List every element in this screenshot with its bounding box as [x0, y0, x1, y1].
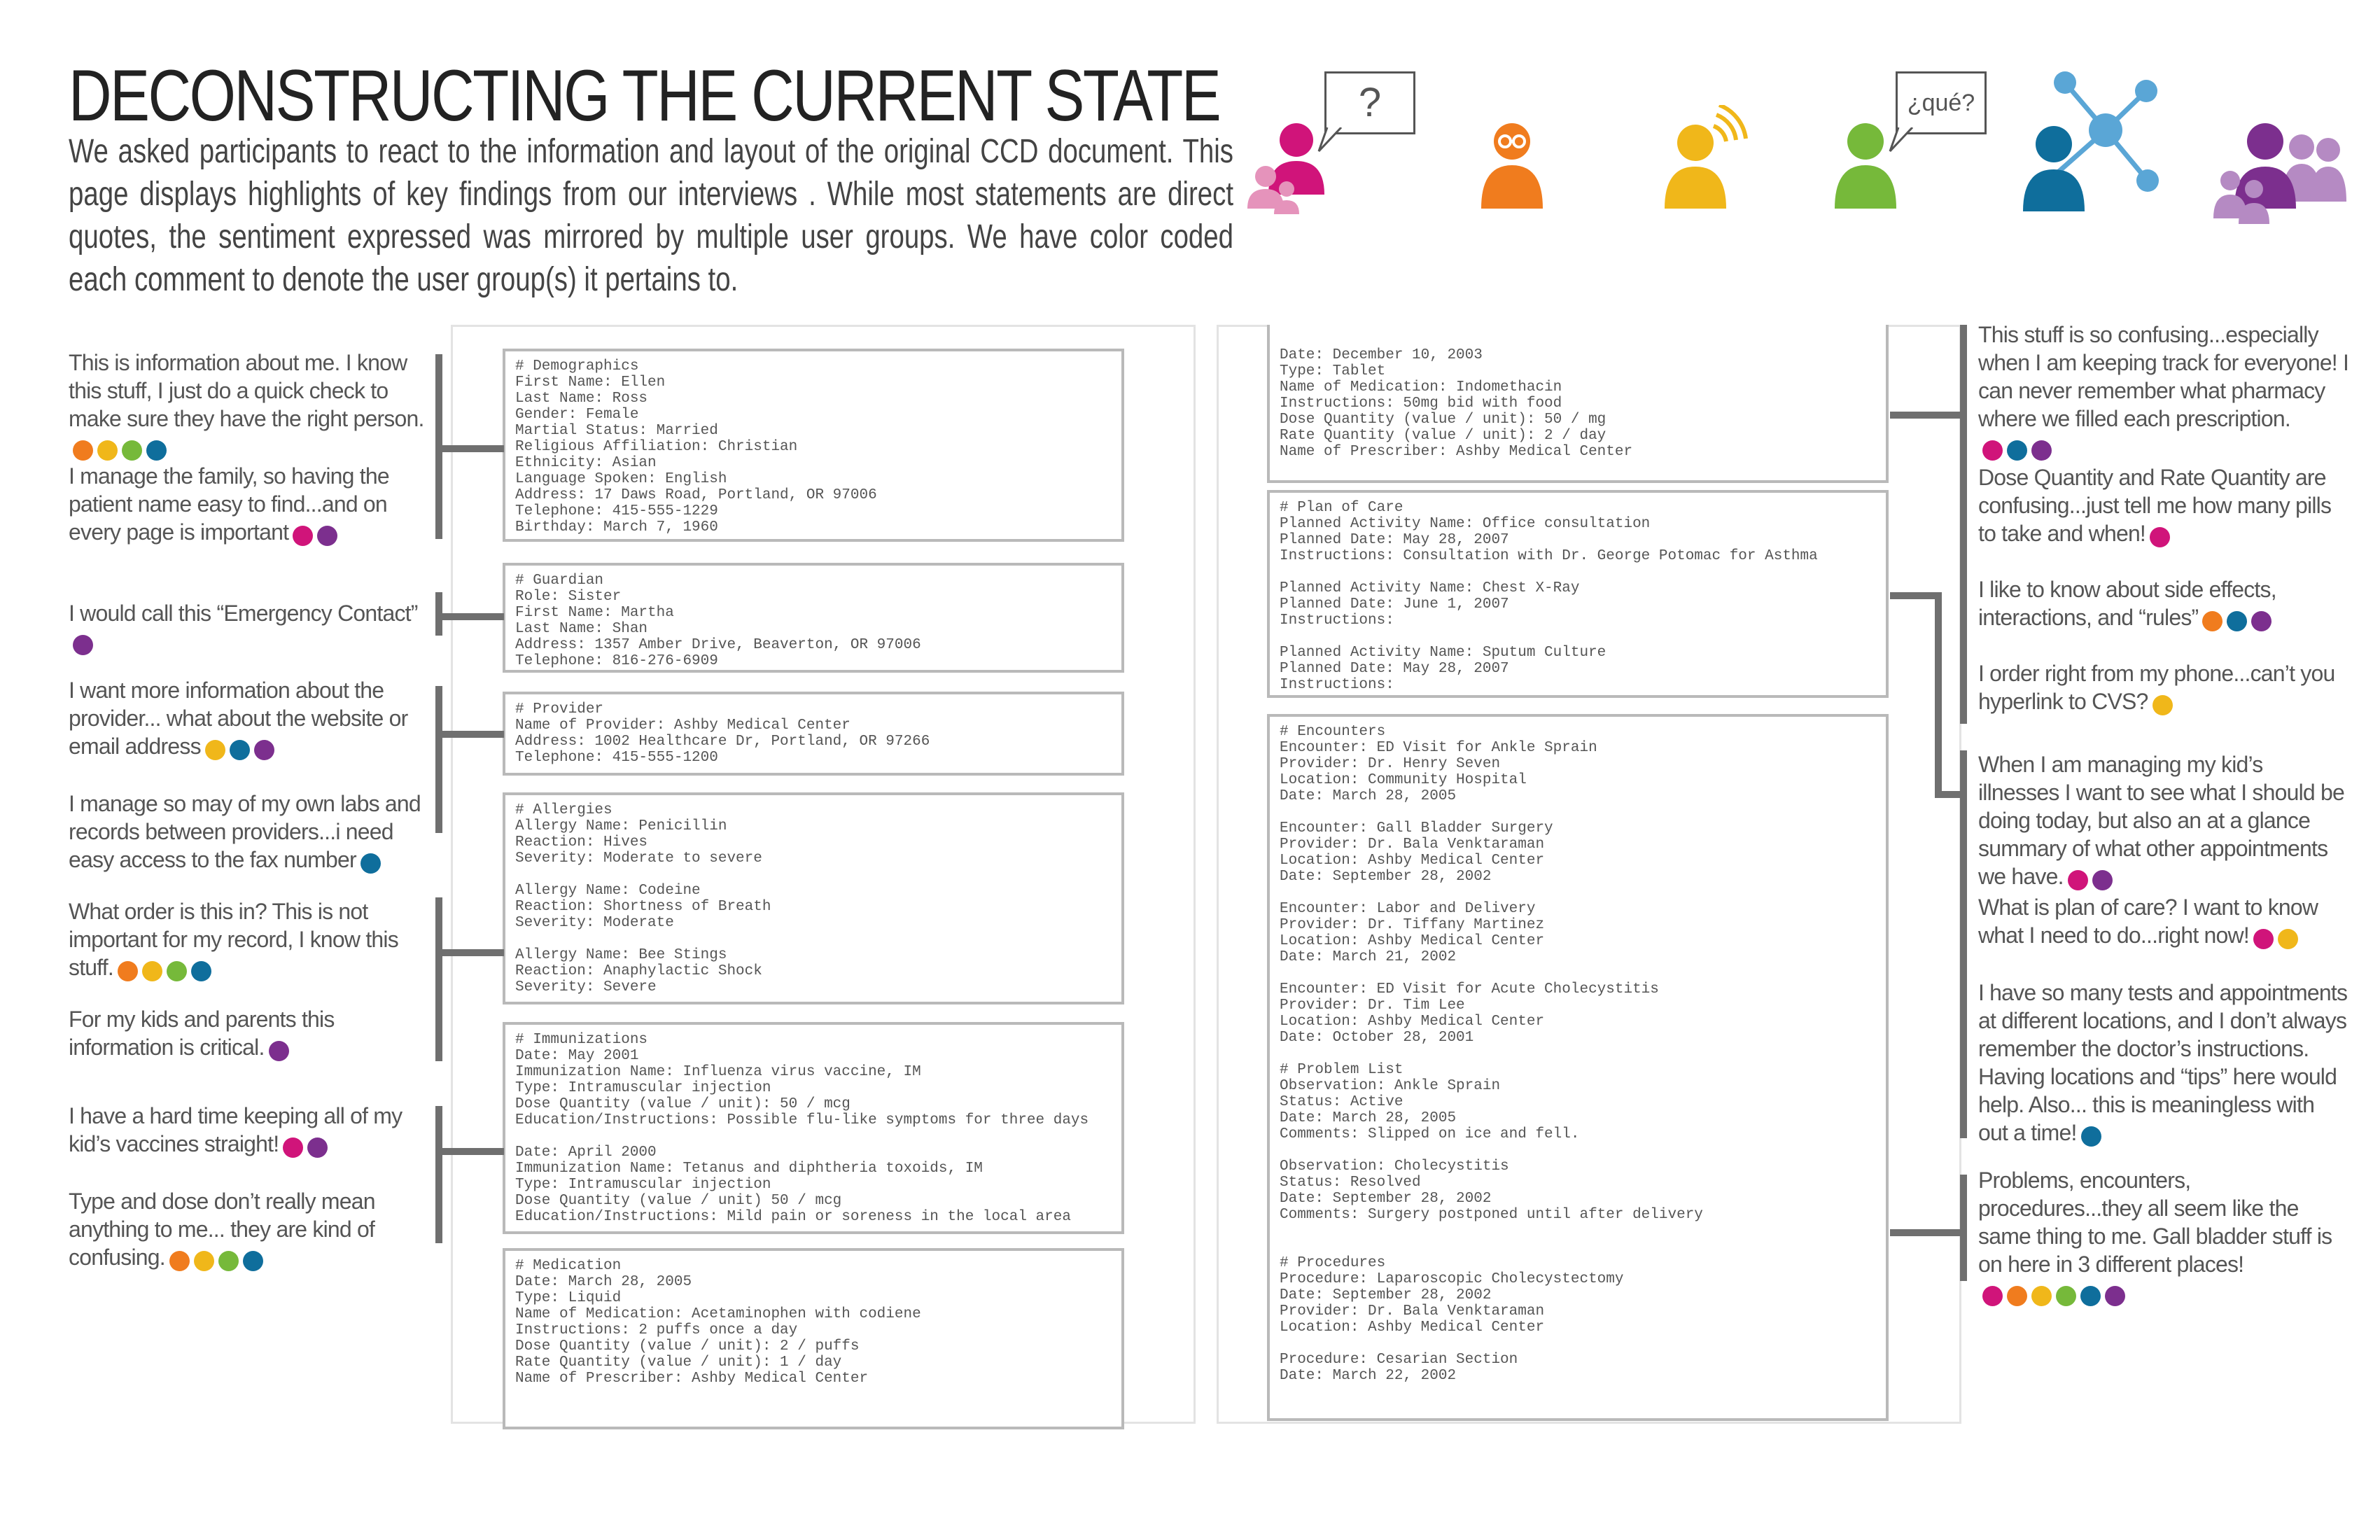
orange-group-dot-icon — [73, 440, 93, 461]
record-line: Location: Community Hospital — [1280, 772, 1527, 788]
record-line: Name of Medication: Indomethacin — [1280, 379, 1562, 396]
record-line: Instructions: Consultation with Dr. George Potomac for Asthma — [1280, 548, 1818, 564]
user-comment — [69, 1187, 433, 1273]
user-comment — [69, 599, 433, 657]
record-line: Date: March 28, 2005 — [515, 1274, 692, 1290]
user-comment — [69, 897, 433, 983]
record-line: # Encounters — [1280, 724, 1386, 740]
spacer — [1280, 804, 1876, 820]
connector-bar — [442, 949, 504, 956]
record-line: Name of Prescriber: Ashby Medical Center — [1280, 444, 1633, 460]
record-line: Provider: Dr. Bala Venktaraman — [1280, 836, 1545, 853]
blue-group-dot-icon — [360, 853, 381, 874]
purple-group-dot-icon — [2251, 611, 2272, 631]
blue-group-dot-icon — [2080, 1286, 2101, 1306]
record-line: Observation: Cholecystitis — [1280, 1158, 1509, 1175]
connector-bar — [442, 445, 504, 452]
record-line: Dose Quantity (value / unit): 50 / mg — [1280, 412, 1606, 428]
group-people-icon — [2212, 120, 2352, 227]
user-group-dots — [2146, 522, 2170, 550]
green-group-dot-icon — [167, 961, 187, 981]
que-text: ¿qué? — [1907, 90, 1975, 116]
comment-text: When I am managing my kid’s illnesses I want to see what I should be doing today, but also an at a glance summary of what other appointments we have. — [1978, 752, 2344, 889]
purple-group-dot-icon — [2092, 870, 2113, 890]
user-group-dots — [288, 520, 337, 548]
connector-bar — [1935, 592, 1942, 795]
record-line: Last Name: Shan — [515, 621, 648, 637]
comment-text: This is information about me. I know this stuff, I just do a quick check to make sure they have the right person. — [69, 350, 424, 431]
record-line: # Problem List — [1280, 1062, 1404, 1078]
record-line: Address: 17 Daws Road, Portland, OR 97006 — [515, 487, 877, 503]
purple-group-dot-icon — [269, 1041, 289, 1061]
record-line: Rate Quantity (value / unit): 1 / day — [515, 1354, 842, 1371]
magenta-group-dot-icon — [283, 1138, 303, 1158]
connector-bar — [1890, 412, 1960, 419]
connector-bar — [442, 731, 504, 738]
green-group-dot-icon — [2056, 1286, 2076, 1306]
record-line: Instructions: 50mg bid with food — [1280, 396, 1562, 412]
magenta-group-dot-icon — [1982, 1286, 2003, 1306]
record-line: Comments: Surgery postponed until after delivery — [1280, 1207, 1703, 1223]
comment-text: I would call this “Emergency Contact” — [69, 601, 418, 626]
user-group-dots — [2077, 1121, 2101, 1149]
question-bubble — [1324, 71, 1415, 134]
spacer — [515, 867, 1112, 883]
user-comment — [69, 1005, 433, 1063]
magenta-group-dot-icon — [2068, 870, 2088, 890]
yellow-group-dot-icon — [205, 740, 225, 760]
record-line: Reaction: Shortness of Breath — [515, 899, 771, 915]
record-line: Planned Activity Name: Chest X-Ray — [1280, 580, 1580, 596]
spacer — [515, 931, 1112, 947]
record-line: Telephone: 415-555-1229 — [515, 503, 718, 519]
spacer — [515, 1128, 1112, 1144]
user-group-dots — [69, 435, 167, 463]
record-line: Procedure: Laparoscopic Cholecystectomy — [1280, 1271, 1624, 1287]
user-group-dots — [165, 1245, 263, 1273]
record-line: # Provider — [515, 701, 604, 718]
left-section-box — [503, 349, 1124, 542]
record-line: # Immunizations — [515, 1032, 648, 1048]
record-line: Date: September 28, 2002 — [1280, 1287, 1492, 1303]
senior-glasses-icon — [1477, 120, 1547, 218]
connector-bar — [442, 1148, 504, 1155]
yellow-group-dot-icon — [2278, 929, 2298, 949]
record-line: Allergy Name: Penicillin — [515, 818, 727, 834]
comment-text: I have so many tests and appointments at different locations, and I don’t always remember the doctor’s instructions. Having locations and “tips” here would help. Also... this is meaningless with out a time! — [1978, 980, 2348, 1145]
record-line: Role: Sister — [515, 589, 622, 605]
record-line: Planned Date: June 1, 2007 — [1280, 596, 1509, 612]
purple-group-dot-icon — [307, 1138, 328, 1158]
user-group-dots — [113, 955, 211, 983]
record-line: Birthday: March 7, 1960 — [515, 519, 718, 536]
blue-group-dot-icon — [2227, 611, 2247, 631]
spacer — [1280, 965, 1876, 981]
bubble-tail-icon — [1316, 127, 1351, 155]
record-line: Ethnicity: Asian — [515, 455, 657, 471]
record-line: Instructions: — [1280, 612, 1394, 629]
record-line: Instructions: 2 puffs once a day — [515, 1322, 798, 1338]
record-line: Encounter: ED Visit for Acute Cholecystitis — [1280, 981, 1659, 997]
blue-group-dot-icon — [146, 440, 167, 461]
record-line: Provider: Dr. Bala Venktaraman — [1280, 1303, 1545, 1320]
purple-group-dot-icon — [2105, 1286, 2125, 1306]
comment-text: Problems, encounters, procedures...they all seem like the same thing to me. Gall bladder stuff is on here in 3 different places! — [1978, 1168, 2332, 1277]
record-line: Provider: Dr. Tiffany Martinez — [1280, 917, 1545, 933]
bubble-tail-icon — [1887, 127, 1922, 155]
user-group-dots — [265, 1035, 289, 1063]
right-section-box — [1267, 325, 1889, 483]
record-line: Date: March 28, 2005 — [1280, 788, 1457, 804]
record-line: # Plan of Care — [1280, 500, 1404, 516]
orange-group-dot-icon — [118, 961, 138, 981]
user-comment — [69, 790, 433, 876]
record-line: Location: Ashby Medical Center — [1280, 933, 1545, 949]
record-line: Location: Ashby Medical Center — [1280, 1320, 1545, 1336]
green-group-dot-icon — [218, 1251, 239, 1271]
user-group-dots — [2198, 606, 2272, 634]
right-section-box — [1267, 490, 1889, 698]
record-line: First Name: Ellen — [515, 374, 666, 391]
record-line: Education/Instructions: Mild pain or soreness in the local area — [515, 1209, 1071, 1225]
magenta-group-dot-icon — [293, 526, 313, 546]
user-group-dots — [201, 734, 274, 762]
connector-bar — [435, 354, 442, 539]
record-line: Immunization Name: Influenza virus vaccine, IM — [515, 1064, 921, 1080]
connector-bar — [1960, 325, 1967, 724]
comment-text: I manage the family, so having the patient name easy to find...and on every page is important — [69, 463, 389, 545]
page-title: DECONSTRUCTING THE CURRENT STATE — [69, 55, 1220, 136]
spacer — [1280, 629, 1876, 645]
user-group-dots — [2148, 690, 2173, 718]
magenta-group-dot-icon — [1982, 440, 2003, 461]
record-line: Education/Instructions: Possible flu-like symptoms for three days — [515, 1112, 1089, 1128]
network-hub-icon — [2016, 67, 2164, 218]
record-line: Name of Provider: Ashby Medical Center — [515, 718, 850, 734]
user-group-dots — [1978, 435, 2052, 463]
question-mark-text: ? — [1358, 80, 1382, 125]
left-section-box — [503, 792, 1124, 1004]
comment-text: I like to know about side effects, interactions, and “rules” — [1978, 577, 2276, 630]
record-line: Date: March 21, 2002 — [1280, 949, 1457, 965]
connector-bar — [1960, 750, 1967, 1138]
connector-bar — [1935, 791, 1960, 798]
user-comment — [1978, 659, 2349, 718]
que-bubble — [1896, 71, 1987, 134]
record-line: Status: Active — [1280, 1094, 1404, 1110]
comment-text: This stuff is so confusing...especially when I am keeping track for everyone! I can never remember what pharmacy where we filled each prescription. — [1978, 322, 2349, 431]
left-section-box — [503, 1022, 1124, 1234]
record-line: Date: December 10, 2003 — [1280, 347, 1483, 363]
record-line: Comments: Slipped on ice and fell. — [1280, 1126, 1580, 1142]
user-comment — [69, 1102, 433, 1160]
blue-group-dot-icon — [243, 1251, 263, 1271]
comment-text: I manage so may of my own labs and records between providers...i need easy access to the fax number — [69, 791, 421, 872]
record-line: Address: 1002 Healthcare Dr, Portland, OR 97266 — [515, 734, 930, 750]
record-line: # Medication — [515, 1258, 622, 1274]
connector-bar — [435, 686, 442, 833]
record-line: Encounter: ED Visit for Ankle Sprain — [1280, 740, 1597, 756]
record-line: Immunization Name: Tetanus and diphtheria toxoids, IM — [515, 1161, 983, 1177]
connector-bar — [435, 592, 442, 636]
spacer — [1280, 1223, 1876, 1239]
record-line: Date: March 28, 2005 — [1280, 1110, 1457, 1126]
purple-group-dot-icon — [2031, 440, 2052, 461]
user-comment — [1978, 463, 2349, 550]
comment-text: For my kids and parents this information is critical. — [69, 1007, 335, 1060]
left-section-box — [503, 1248, 1124, 1429]
record-line: Location: Ashby Medical Center — [1280, 1014, 1545, 1030]
spacer — [1280, 1046, 1876, 1062]
record-line: Provider: Dr. Tim Lee — [1280, 997, 1465, 1014]
user-group-dots — [1978, 1280, 2125, 1308]
record-line: Martial Status: Married — [515, 423, 718, 439]
record-line: Date: October 28, 2001 — [1280, 1030, 1474, 1046]
record-line: Planned Date: May 28, 2007 — [1280, 532, 1509, 548]
comment-text: What is plan of care? I want to know what I need to do...right now! — [1978, 895, 2318, 948]
record-line: Reaction: Anaphylactic Shock — [515, 963, 762, 979]
right-section-box — [1267, 714, 1889, 1421]
record-line: Planned Activity Name: Office consultation — [1280, 516, 1651, 532]
record-line: Name of Prescriber: Ashby Medical Center — [515, 1371, 869, 1387]
purple-group-dot-icon — [73, 635, 93, 655]
record-line: Rate Quantity (value / unit): 2 / day — [1280, 428, 1606, 444]
user-group-dots — [2064, 864, 2113, 892]
record-line: Status: Resolved — [1280, 1175, 1421, 1191]
yellow-group-dot-icon — [97, 440, 118, 461]
magenta-group-dot-icon — [2253, 929, 2274, 949]
connector-bar — [1960, 1175, 1967, 1281]
spacer — [1280, 1142, 1876, 1158]
record-line: Severity: Moderate to severe — [515, 850, 762, 867]
record-line: Dose Quantity (value / unit): 50 / mcg — [515, 1096, 850, 1112]
record-line: Planned Date: May 28, 2007 — [1280, 661, 1509, 677]
yellow-group-dot-icon — [194, 1251, 214, 1271]
record-line: Telephone: 816-276-6909 — [515, 653, 718, 669]
user-comment — [1978, 750, 2349, 892]
record-line: Severity: Severe — [515, 979, 657, 995]
record-line: Date: May 2001 — [515, 1048, 639, 1064]
left-section-box — [503, 692, 1124, 776]
record-line: Date: March 22, 2002 — [1280, 1368, 1457, 1384]
user-group-dots — [356, 848, 381, 876]
orange-group-dot-icon — [169, 1251, 190, 1271]
user-comment — [69, 349, 433, 463]
record-line: Severity: Moderate — [515, 915, 674, 931]
comment-text: Type and dose don’t really mean anything to me... they are kind of confusing. — [69, 1189, 375, 1270]
spacer — [1280, 1239, 1876, 1255]
connector-bar — [442, 613, 504, 620]
record-line: Type: Liquid — [515, 1290, 622, 1306]
spacer — [1280, 564, 1876, 580]
connector-bar — [1890, 1229, 1960, 1236]
record-line: Address: 1357 Amber Drive, Beaverton, OR 97006 — [515, 637, 921, 653]
record-line: Dose Quantity (value / unit) 50 / mcg — [515, 1193, 842, 1209]
purple-group-dot-icon — [317, 526, 337, 546]
user-comment — [69, 676, 433, 762]
comment-text: I have a hard time keeping all of my kid’s vaccines straight! — [69, 1103, 402, 1156]
record-line: Dose Quantity (value / unit): 2 / puffs — [515, 1338, 860, 1354]
user-comment — [1978, 893, 2349, 951]
user-comment — [1978, 321, 2349, 463]
comment-text: Dose Quantity and Rate Quantity are confusing...just tell me how many pills to take and when! — [1978, 465, 2332, 546]
user-comment — [1978, 979, 2349, 1149]
left-section-box — [503, 563, 1124, 673]
user-comment — [1978, 575, 2349, 634]
record-line: Allergy Name: Codeine — [515, 883, 701, 899]
record-line: # Procedures — [1280, 1255, 1386, 1271]
user-comment — [69, 462, 433, 548]
record-line: Date: September 28, 2002 — [1280, 1191, 1492, 1207]
record-line: Telephone: 415-555-1200 — [515, 750, 718, 766]
blue-group-dot-icon — [230, 740, 250, 760]
record-line: # Demographics — [515, 358, 639, 374]
yellow-group-dot-icon — [142, 961, 162, 981]
record-line: Type: Intramuscular injection — [515, 1177, 771, 1193]
record-line: Language Spoken: English — [515, 471, 727, 487]
connector-bar — [435, 1106, 442, 1243]
record-line: Provider: Dr. Henry Seven — [1280, 756, 1501, 772]
record-line: Procedure: Cesarian Section — [1280, 1352, 1518, 1368]
yellow-group-dot-icon — [2152, 695, 2173, 715]
record-line: Type: Intramuscular injection — [515, 1080, 771, 1096]
record-line: Planned Activity Name: Sputum Culture — [1280, 645, 1606, 661]
record-line: Reaction: Hives — [515, 834, 648, 850]
connected-person-icon — [1659, 105, 1750, 218]
record-line: First Name: Martha — [515, 605, 674, 621]
record-line: Date: April 2000 — [515, 1144, 657, 1161]
user-group-dots — [279, 1132, 328, 1160]
blue-group-dot-icon — [2007, 440, 2027, 461]
connector-bar — [1890, 592, 1942, 599]
record-line: Gender: Female — [515, 407, 639, 423]
record-line: Instructions: — [1280, 677, 1394, 693]
comment-text: I want more information about the provider... what about the website or email address — [69, 678, 408, 759]
orange-group-dot-icon — [2202, 611, 2222, 631]
record-line: Religious Affiliation: Christian — [515, 439, 798, 455]
record-line: Last Name: Ross — [515, 391, 648, 407]
magenta-group-dot-icon — [2150, 527, 2170, 547]
spacer — [1280, 885, 1876, 901]
orange-group-dot-icon — [2007, 1286, 2027, 1306]
yellow-group-dot-icon — [2031, 1286, 2052, 1306]
user-comment — [1978, 1166, 2349, 1308]
record-line: Encounter: Gall Bladder Surgery — [1280, 820, 1553, 836]
record-line: Date: September 28, 2002 — [1280, 869, 1492, 885]
purple-group-dot-icon — [254, 740, 274, 760]
comment-text: I order right from my phone...can’t you hyperlink to CVS? — [1978, 661, 2335, 714]
comment-text: What order is this in? This is not important for my record, I know this stuff. — [69, 899, 398, 980]
record-line: Allergy Name: Bee Stings — [515, 947, 727, 963]
connector-bar — [435, 897, 442, 1061]
record-line: Location: Ashby Medical Center — [1280, 853, 1545, 869]
record-line: Type: Tablet — [1280, 363, 1386, 379]
record-line: Name of Medication: Acetaminophen with codiene — [515, 1306, 921, 1322]
intro-paragraph: We asked participants to react to the information and layout of the original CCD document. This page displays highlights of key findings from our interviews . While most statements are direct quotes, the sentiment expressed was mirrored by multiple user groups. We have color coded each comment to denote the user group(s) it pertains to. — [69, 133, 1233, 298]
user-group-dots — [69, 629, 93, 657]
blue-group-dot-icon — [2081, 1126, 2101, 1147]
record-line: # Allergies — [515, 802, 612, 818]
record-line: Observation: Ankle Sprain — [1280, 1078, 1501, 1094]
user-group-dots — [2249, 923, 2298, 951]
record-line: Encounter: Labor and Delivery — [1280, 901, 1536, 917]
spacer — [1280, 1336, 1876, 1352]
green-group-dot-icon — [122, 440, 142, 461]
record-line: # Guardian — [515, 573, 604, 589]
blue-group-dot-icon — [191, 961, 211, 981]
